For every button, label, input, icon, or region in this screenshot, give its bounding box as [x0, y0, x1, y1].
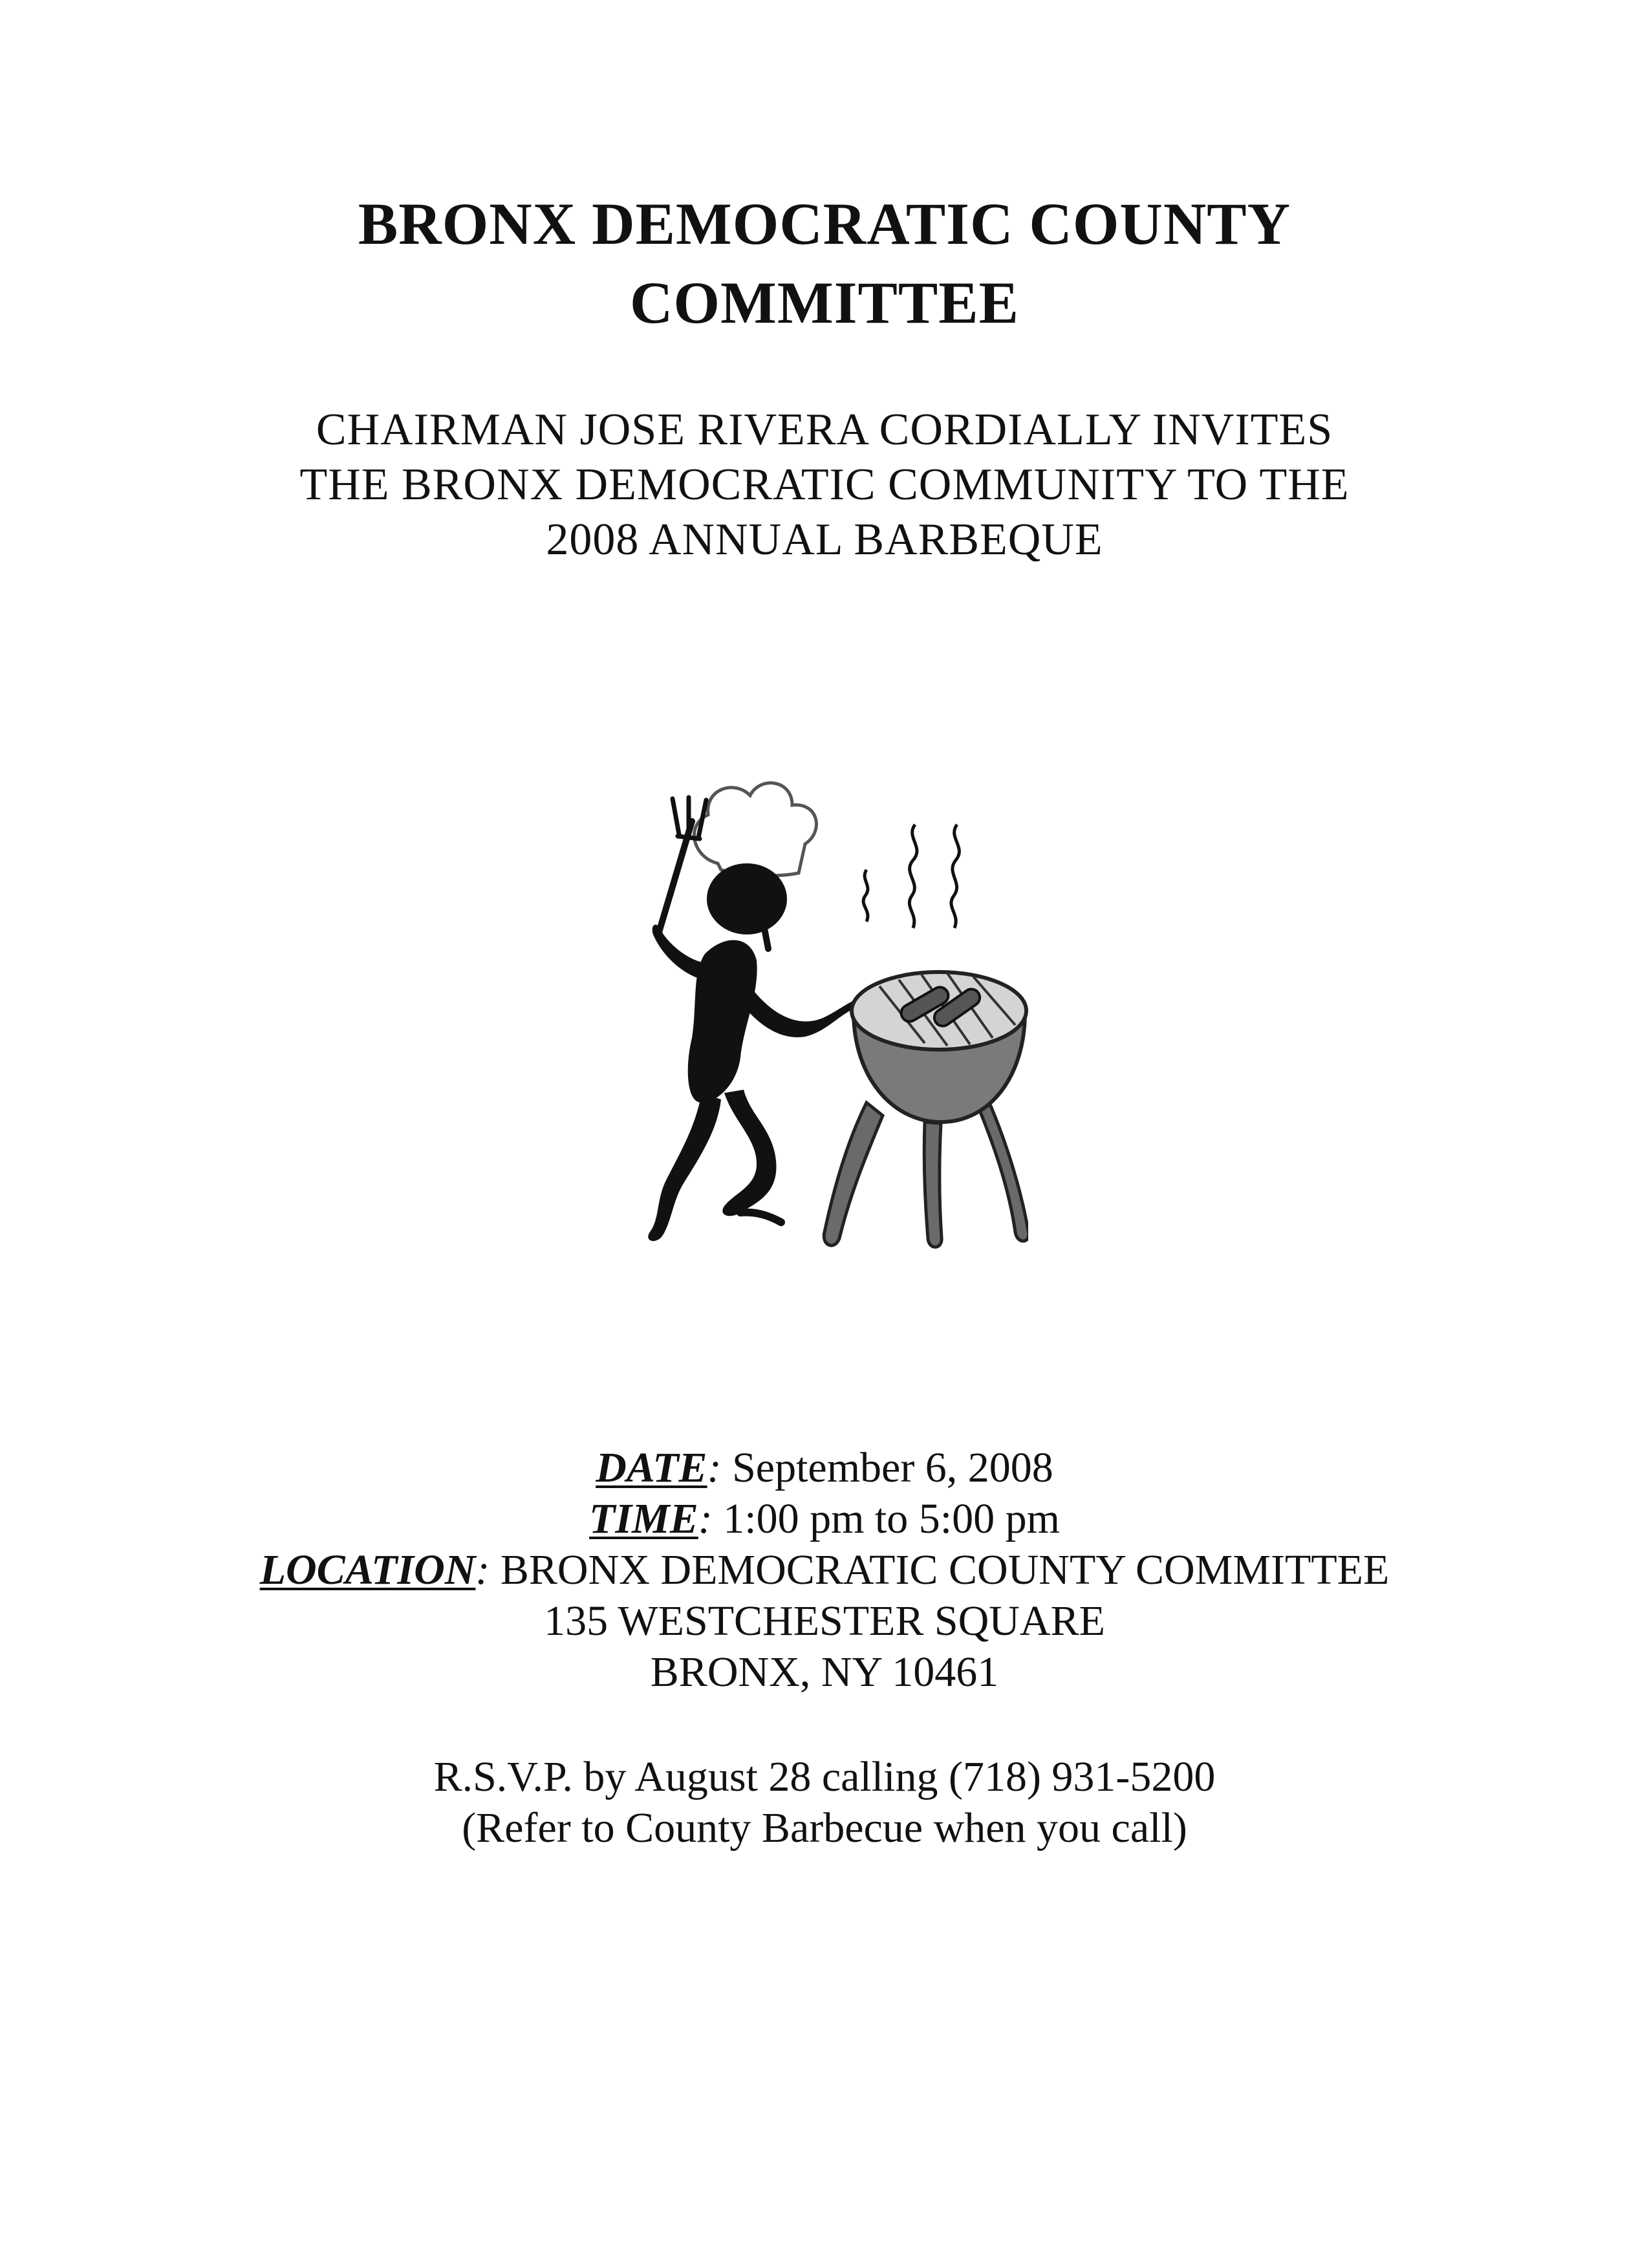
time-row: TIME: 1:00 pm to 5:00 pm	[589, 1495, 1060, 1542]
location-row: LOCATION: BRONX DEMOCRATIC COUNTY COMMITTEE	[259, 1546, 1390, 1593]
invitation-line-2: THE BRONX DEMOCRATIC COMMUNITY TO THE	[299, 460, 1350, 510]
chef-grilling-icon	[563, 740, 1028, 1271]
date-row: DATE: September 6, 2008	[596, 1444, 1053, 1491]
title-line-2: COMMITTEE	[630, 270, 1019, 336]
time-value: 1:00 pm to 5:00 pm	[723, 1495, 1060, 1542]
steam-2	[909, 825, 917, 928]
chef-hat	[695, 783, 817, 876]
location-line-3: BRONX, NY 10461	[650, 1648, 999, 1696]
event-details	[0, 1442, 1649, 1698]
chef-leg-left	[648, 1093, 721, 1241]
rsvp-info	[0, 1751, 1649, 1853]
invitation-line-3: 2008 ANNUAL BARBEQUE	[546, 515, 1103, 565]
steam-3	[951, 825, 959, 928]
page-title	[0, 184, 1649, 342]
steam-1	[863, 870, 868, 922]
location-line-1: BRONX DEMOCRATIC COUNTY COMMITTEE	[500, 1546, 1390, 1593]
grill-leg-right	[976, 1103, 1028, 1241]
invitation-text	[0, 402, 1649, 567]
chef-head	[707, 863, 787, 934]
location-label: LOCATION	[259, 1546, 476, 1593]
rsvp-line-1: R.S.V.P. by August 28 calling (718) 931-5200	[433, 1753, 1216, 1800]
rsvp-line-2: (Refer to County Barbecue when you call)	[462, 1804, 1187, 1852]
invitation-line-1: CHAIRMAN JOSE RIVERA CORDIALLY INVITES	[316, 405, 1333, 455]
chef-leg-right	[722, 1090, 776, 1216]
grill-leg-middle	[924, 1122, 942, 1247]
title-line-1: BRONX DEMOCRATIC COUNTY	[358, 191, 1291, 257]
grill-leg-left	[824, 1103, 883, 1246]
location-line-2: 135 WESTCHESTER SQUARE	[544, 1597, 1105, 1645]
date-value: September 6, 2008	[732, 1444, 1053, 1491]
time-label: TIME	[589, 1495, 698, 1542]
date-label: DATE	[596, 1444, 707, 1491]
